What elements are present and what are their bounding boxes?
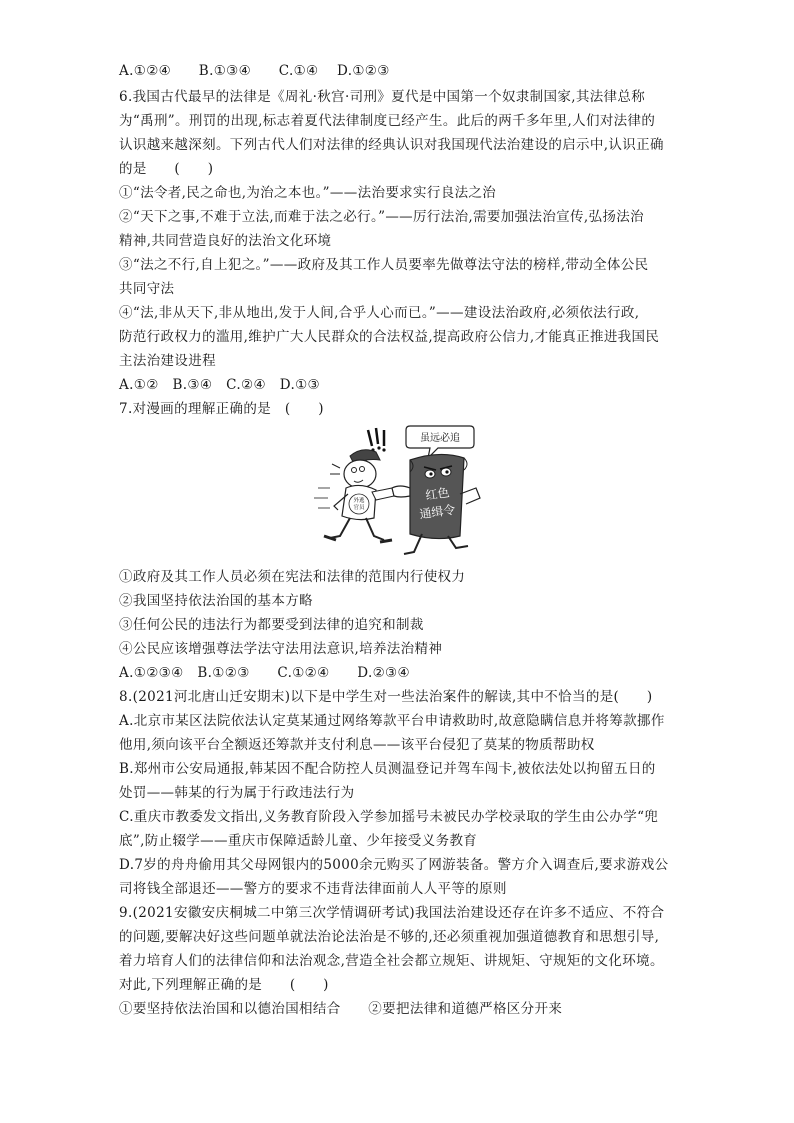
banner-text-bottom: 通缉令 (418, 502, 457, 522)
text-line: ③“法之不行,自上犯之。”——政府及其工作人员要率先做尊法守法的榜样,带动全体公民 (119, 257, 649, 273)
text-line: ④公民应该增强尊法学法守法用法意识,培养法治精神 (119, 641, 443, 657)
text-line: 主法治建设进程 (119, 353, 216, 369)
shirt-text-top: 外逃 (353, 498, 365, 504)
text-line: 7.对漫画的理解正确的是 ( ) (119, 401, 324, 417)
text-line: ④“法,非从天下,非从地出,发于人间,合乎人心而已。”——建设法治政府,必须依法行政, (119, 305, 640, 321)
red-notice-figure (404, 454, 480, 554)
text-line: D.7岁的舟舟偷用其父母网银内的5000余元购买了网游装备。警方介入调查后,要求游戏公 (119, 857, 669, 873)
text-line: 底”,防止辍学——重庆市保障适龄儿童、少年接受义务教育 (119, 833, 478, 849)
text-line: ①政府及其工作人员必须在宪法和法律的范围内行使权力 (119, 569, 466, 585)
text-line: 共同守法 (119, 281, 175, 297)
exclamation-icon (368, 428, 384, 446)
cartoon-illustration (310, 418, 500, 558)
text-line: 9.(2021安徽安庆桐城二中第三次学情调研考试)我国法治建设还存在许多不适应、不符合 (119, 905, 665, 921)
text-line: 他用,须向该平台全额返还筹款并支付利息——该平台侵犯了莫某的物质帮助权 (119, 737, 595, 753)
text-line: 8.(2021河北唐山迁安期末)以下是中学生对一些法治案件的解读,其中不恰当的是( ) (119, 689, 653, 705)
text-line: ①要坚持依法治国和以德治国相结合 ②要把法律和道德严格区分开来 (119, 1001, 563, 1017)
text-line: ②我国坚持依法治国的基本方略 (119, 593, 313, 609)
motion-lines (314, 488, 330, 508)
fleeing-official-figure (324, 450, 394, 542)
speech-bubble-text: 虽远必追 (420, 433, 460, 444)
text-line: 的是 ( ) (119, 161, 214, 177)
text-line: ①“法令者,民之命也,为治之本也。”——法治要求实行良法之治 (119, 185, 497, 201)
text-line: A.北京市某区法院依法认定莫某通过网络筹款平台申请救助时,故意隐瞒信息并将筹款挪作 (119, 713, 665, 729)
text-line: 6.我国古代最早的法律是《周礼·秋宫·司刑》夏代是中国第一个奴隶制国家,其法律总称 (119, 89, 646, 105)
text-line: 精神,共同营造良好的法治文化环境 (119, 233, 332, 249)
text-line: C.重庆市教委发文指出,义务教育阶段入学参加摇号未被民办学校录取的学生由公办学“兜 (119, 809, 659, 825)
text-line: B.郑州市公安局通报,韩某因不配合防控人员测温登记并驾车闯卡,被依法处以拘留五日的 (119, 761, 656, 777)
text-line: A.①②③④ B.①②③ C.①②④ D.②③④ (119, 665, 410, 681)
text-line: ③任何公民的违法行为都要受到法律的追究和制裁 (119, 617, 424, 633)
text-line: 防范行政权力的滥用,维护广大人民群众的合法权益,提高政府公信力,才能真正推进我国民 (119, 329, 660, 345)
text-line: 对此,下列理解正确的是 ( ) (119, 977, 329, 993)
banner-text-top: 红色 (424, 485, 451, 503)
text-line: 处罚——韩某的行为属于行政违法行为 (119, 785, 355, 801)
text-line: A.①② B.③④ C.②④ D.①③ (119, 377, 320, 393)
cartoon-drawing (310, 418, 500, 558)
text-line: 司将钱全部退还——警方的要求不违背法律面前人人平等的原则 (119, 881, 507, 897)
text-line: 的问题,要解决好这些问题单就法治论法治是不够的,还必须重视加强道德教育和思想引导, (119, 929, 660, 945)
text-line: 着力培育人们的法律信仰和法治观念,营造全社会都立规矩、讲规矩、守规矩的文化环境。 (119, 953, 664, 969)
text-line: A.①②④ B.①③④ C.①④ D.①②③ (119, 63, 390, 79)
text-line: ②“天下之事,不难于立法,而难于法之必行。”——厉行法治,需要加强法治宣传,弘扬法治 (119, 209, 644, 225)
text-line: 认识越来越深刻。下列古代人们对法律的经典认识对我国现代法治建设的启示中,认识正确 (119, 137, 664, 153)
text-line: 为“禹刑”。刑罚的出现,标志着夏代法律制度已经产生。此后的两千多年里,人们对法律的 (119, 113, 656, 129)
shirt-text-bottom: 官员 (353, 505, 365, 511)
